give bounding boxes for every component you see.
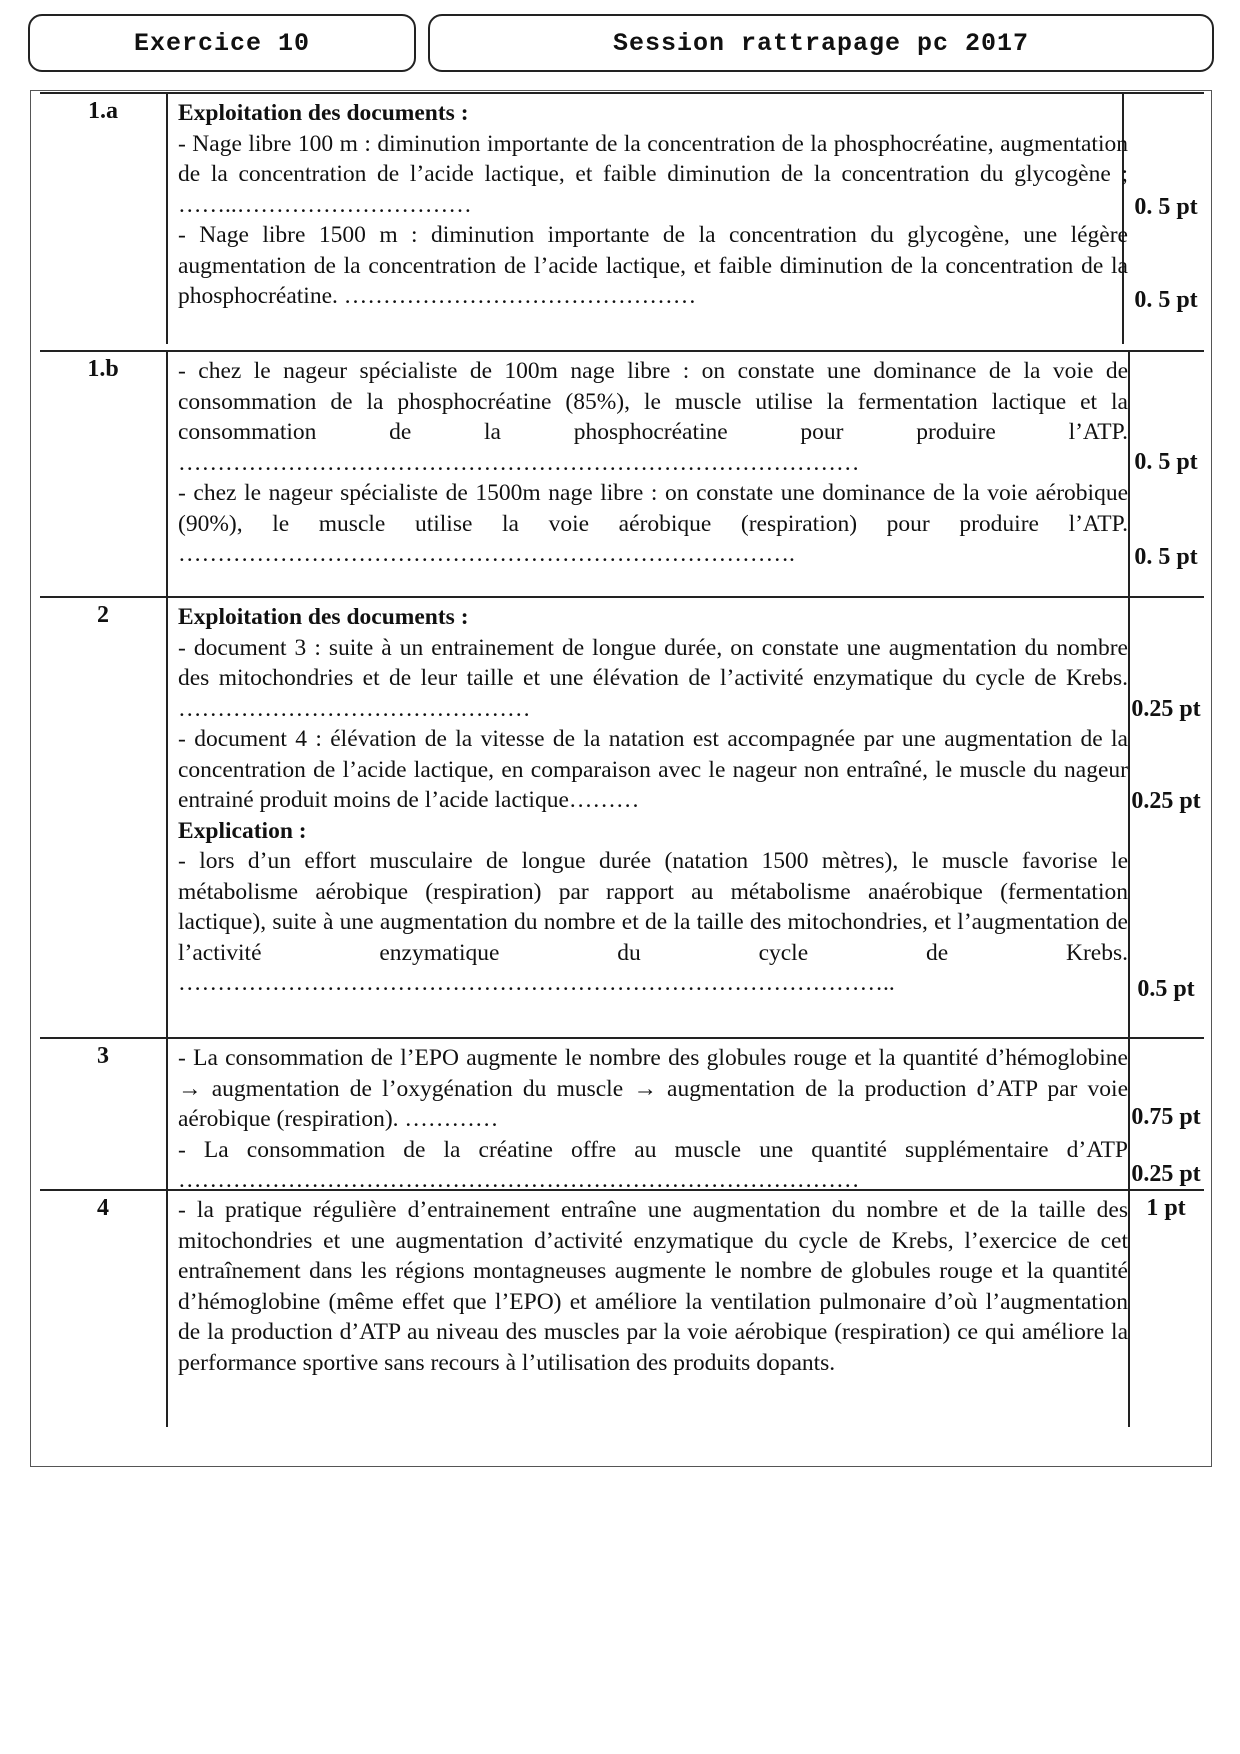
- paragraph: - Nage libre 1500 m : diminution importante de la concentration du glycogène, une légère augmentation de la concentration de l’acide lactique, et faible diminution de la concentration de la phosphocréatine. ………………………………………: [178, 222, 1128, 309]
- points-label: 0. 5 pt: [1134, 449, 1198, 475]
- paragraph: - La consommation de l’EPO augmente le nombre des globules rouge et la quantité d’hémoglobine → augmentation de l’oxygénation du muscle → augmentation de la production d’ATP par voie aérobique (respiration). …………: [178, 1045, 1128, 1132]
- points-label: 0.5 pt: [1137, 976, 1195, 1002]
- paragraph: - chez le nageur spécialiste de 1500m nage libre : on constate une dominance de la voie aérobique (90%), le muscle utilise la voie aérobique (respiration) pour produire l’ATP. …………………………………………………………………….: [178, 480, 1128, 567]
- column-divider: [1128, 598, 1130, 1037]
- points-label: 0.25 pt: [1131, 1161, 1201, 1187]
- column-divider: [166, 352, 168, 596]
- points-label: 1 pt: [1146, 1195, 1186, 1221]
- column-divider: [166, 1191, 168, 1427]
- paragraph: - Nage libre 100 m : diminution importante de la concentration de la phosphocréatine, augmentation de la concentration de l’acide lactique, et faible diminution de la concentration du glycogène ; ……..…………………………: [178, 130, 1128, 218]
- column-divider: [166, 94, 168, 344]
- points-label: 0.25 pt: [1131, 788, 1201, 814]
- paragraph: - chez le nageur spécialiste de 100m nage libre : on constate une dominance de la voie de consommation de la phosphocréatine (85%), le muscle utilise la fermentation lactique et la consommation de la phosphocréatine pour produire l’ATP. ……………………………………………………………………………: [178, 358, 1128, 476]
- row-content: [178, 98, 1128, 312]
- paragraph: - La consommation de la créatine offre au muscle une quantité supplémentaire d’ATP ……………………………………………………………………………: [178, 1136, 1128, 1193]
- section-heading: Exploitation des documents :: [178, 100, 469, 126]
- table-row-1b: [40, 350, 1204, 596]
- session-title: Session rattrapage pc 2017: [612, 28, 1030, 58]
- points-label: 0.75 pt: [1131, 1104, 1201, 1130]
- row-number: 1.a: [88, 98, 118, 124]
- column-divider: [1128, 1191, 1130, 1427]
- table-row-1a: [40, 92, 1204, 344]
- row-number: 3: [97, 1043, 109, 1069]
- row-content: [178, 356, 1128, 570]
- exercise-title: Exercice 10: [133, 28, 311, 58]
- row-number: 1.b: [87, 356, 119, 382]
- section-heading: Explication :: [178, 817, 307, 844]
- row-content: [178, 1043, 1128, 1196]
- paragraph: - la pratique régulière d’entrainement entraîne une augmentation du nombre et de la taille des mitochondries et une augmentation d’activité enzymatique du cycle de Krebs, l’exercice de cet entraînement dans les régions montagneuses augmente le nombre de globules rouge et la quantité d’hémoglobine (même effet que l’EPO) et améliore la ventilation pulmonaire d’où l’augmentation de la production d’ATP au niveau des muscles par la voie aérobique (respiration) ce qui améliore la performance sportive sans recours à l’utilisation des produits dopants.: [178, 1197, 1128, 1376]
- column-divider: [166, 598, 168, 1037]
- row-content: [178, 602, 1128, 999]
- row-number: 2: [97, 602, 109, 628]
- section-heading: Exploitation des documents :: [178, 604, 469, 630]
- table-row-2: [40, 596, 1204, 1037]
- exercise-title-box: [28, 14, 416, 72]
- points-label: 0. 5 pt: [1134, 544, 1198, 570]
- paragraph: - document 4 : élévation de la vitesse de la natation est accompagnée par une augmentation de la concentration de l’acide lactique, en comparaison avec le nageur non entraîné, le muscle du nageur entrainé produit moins de l’acide lactique………: [178, 726, 1128, 813]
- row-number: 4: [97, 1195, 109, 1221]
- row-content: [178, 1195, 1128, 1378]
- points-label: 0.25 pt: [1131, 696, 1201, 722]
- column-divider: [166, 1039, 168, 1189]
- points-label: 0. 5 pt: [1134, 287, 1198, 313]
- paragraph: - document 3 : suite à un entrainement de longue durée, on constate une augmentation du nombre des mitochondries et de leur taille et une élévation de l’activité enzymatique du cycle de Krebs. ………………………………………: [178, 634, 1128, 722]
- table-row-4: [40, 1189, 1204, 1427]
- points-label: 0. 5 pt: [1134, 194, 1198, 220]
- session-title-box: [428, 14, 1214, 72]
- paragraph: - lors d’un effort musculaire de longue durée (natation 1500 mètres), le muscle favorise le métabolisme aérobique (respiration) par rapport au métabolisme anaérobique (fermentation lactique), suite à une augmentation du nombre et de la taille des mitochondries, et l’augmentation de l’activité enzymatique du cycle de Krebs. ………………………………………………………………………………..: [178, 848, 1128, 996]
- table-row-3: [40, 1037, 1204, 1193]
